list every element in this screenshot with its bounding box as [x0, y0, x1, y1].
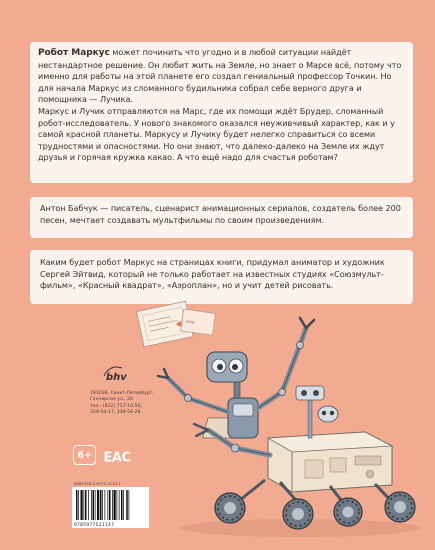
barcode-bar [117, 490, 118, 520]
barcode-bar [109, 490, 111, 520]
barcode-bar [114, 490, 116, 520]
robot-luchik [318, 406, 338, 422]
bhv-logo-text: bhv [106, 372, 127, 383]
age-rating-badge: 6+ [73, 445, 96, 465]
letter-drawing-back [181, 309, 216, 335]
address-line: тел.: (812) 717-10-50, [90, 403, 142, 409]
eac-mark-icon [103, 447, 131, 466]
barcode-bars [72, 487, 149, 523]
barcode-bar [91, 490, 92, 520]
barcode-bar [88, 490, 89, 520]
barcode-bar [105, 490, 106, 520]
barcode-bar [129, 490, 130, 520]
barcode-bar [108, 490, 109, 520]
barcode-bar [78, 490, 79, 520]
barcode-bar [85, 490, 87, 520]
author-bio: Антон Бабчук — писатель, сценарист анимационных сериалов, создатель более 200 песен, мечтает создавать мультфильмы по своим произведениям. [40, 203, 401, 225]
barcode-bar [93, 490, 95, 520]
barcode [72, 487, 149, 528]
barcode-bar [95, 490, 96, 520]
blurb-lead: Робот Маркус [38, 48, 110, 58]
eac-mark-text: EAC [103, 450, 131, 466]
blurb-paragraph-2: Маркус и Лучик отправляются на Марс, где их помощи ждёт Брудер, сломанный робот-исследователь. У нового знакомого оказался неуживчивый характер, как и у самой красной планеты. Маркусу и Лучику будет нелегко справиться со всеми трудностями и опасностями. Но они знают, что далеко-далеко на Земле их ждут друзья и горячая кружка какао. А что ещё надо для счастья роботам? [38, 105, 395, 163]
mars-rover [194, 386, 415, 529]
address-line: Гончарная ул., 20 [90, 397, 133, 403]
barcode-bar [121, 490, 123, 520]
blurb-paragraph-1-text: может починить что угодно и в любой ситуации найдёт нестандартное решение. Он любит жить на Земле, но знает о Марсе всё, потому что именно для работы на этой планете его создал гениальный профессор Точкин. Но для начала Маркус из сломанного будильника собрал себе верного друга и помощника — Лучика. [38, 47, 402, 105]
barcode-bar [100, 490, 102, 520]
barcode-bar [84, 490, 85, 520]
svg-text:love: love [185, 318, 195, 325]
barcode-bar [126, 490, 128, 520]
barcode-bar [112, 490, 113, 520]
address-line: 339-54-17, 339-54-28 [90, 409, 141, 415]
barcode-bar [81, 490, 83, 520]
isbn-text: ISBN 978-5-9775-2114-7 [74, 482, 121, 486]
address-line: 191036, Санкт-Петербург, [90, 391, 154, 396]
illustrator-bio: Каким будет робот Маркус на страницах книги, придумал аниматор и художник Сергей Эйтвид, который не только работает на известных студиях «Союзмульт-фильм», «Красный квадрат», «Аэроплан», но и учит детей рисовать. [40, 257, 385, 291]
barcode-bar [119, 490, 120, 520]
publisher-address [90, 391, 162, 416]
barcode-bar [102, 490, 103, 520]
barcode-bar [97, 490, 99, 520]
barcode-number: 9785977521147 [74, 523, 115, 528]
bhv-logo [100, 360, 136, 384]
barcode-bar [76, 490, 78, 520]
barcode-bar [123, 490, 124, 520]
